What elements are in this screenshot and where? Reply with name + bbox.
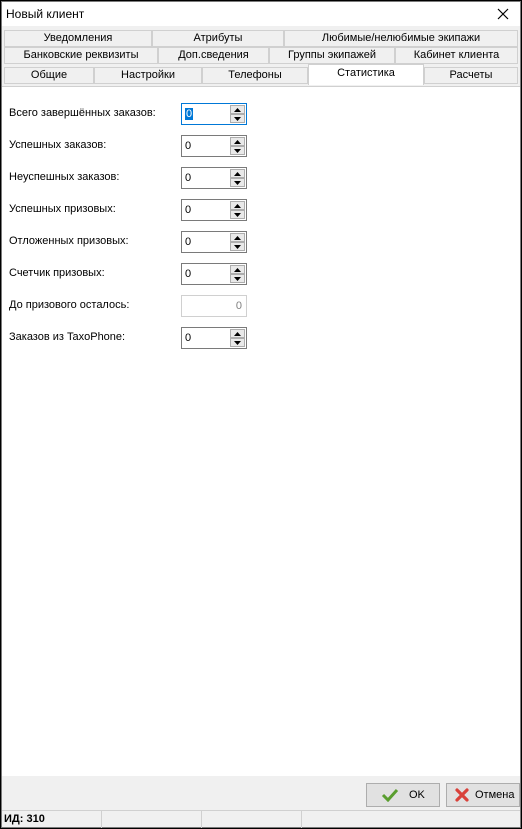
stepper-down-button[interactable] (230, 178, 245, 187)
triangle-up-icon (234, 236, 241, 240)
stepper-up-button[interactable] (230, 169, 245, 178)
stepper-value: 0 (185, 332, 192, 344)
taxophone-orders-stepper[interactable] (181, 327, 247, 349)
successful-orders-stepper[interactable] (181, 135, 247, 157)
stepper-down-button[interactable] (230, 114, 245, 123)
triangle-up-icon (234, 172, 241, 176)
field-row-unsuccessful-orders (9, 167, 259, 189)
tab-bank-details[interactable]: Банковские реквизиты (4, 47, 158, 64)
triangle-down-icon (234, 245, 241, 249)
tab-attributes[interactable]: Атрибуты (152, 30, 284, 47)
statistics-panel (2, 86, 520, 776)
status-cell-id (2, 811, 102, 828)
until-prize-readonly-field (181, 295, 247, 317)
field-row-successful-orders (9, 135, 259, 157)
triangle-down-icon (234, 277, 241, 281)
field-label: Неуспешных заказов: (9, 171, 120, 183)
field-row-deferred-prize (9, 231, 259, 253)
stepper-value: 0 (185, 204, 192, 216)
field-row-successful-prize (9, 199, 259, 221)
tab-calculations[interactable]: Расчеты (424, 67, 518, 84)
field-label: Отложенных призовых: (9, 235, 129, 247)
stepper-down-button[interactable] (230, 242, 245, 251)
stepper-value: 0 (185, 268, 192, 280)
field-label: Счетчик призовых: (9, 267, 105, 279)
successful-prize-stepper[interactable] (181, 199, 247, 221)
field-label: Успешных заказов: (9, 139, 107, 151)
cross-icon (455, 788, 469, 802)
stepper-value: 0 (185, 172, 192, 184)
tab-settings[interactable]: Настройки (94, 67, 202, 84)
triangle-down-icon (234, 149, 241, 153)
title-bar (2, 2, 520, 26)
total-orders-stepper[interactable] (181, 103, 247, 125)
ok-button-label: OK (409, 789, 425, 801)
stepper-down-button[interactable] (230, 274, 245, 283)
triangle-down-icon (234, 341, 241, 345)
tab-phones[interactable]: Телефоны (202, 67, 308, 84)
window-title: Новый клиент (6, 7, 85, 21)
cancel-button[interactable] (446, 783, 520, 807)
dialog-footer (2, 776, 520, 810)
triangle-down-icon (234, 213, 241, 217)
field-row-taxophone-orders (9, 327, 259, 349)
tab-client-cabinet[interactable]: Кабинет клиента (395, 47, 518, 64)
tab-strip (2, 30, 520, 86)
triangle-down-icon (234, 117, 241, 121)
stepper-value: 0 (186, 108, 193, 120)
stepper-value: 0 (185, 140, 192, 152)
unsuccessful-orders-stepper[interactable] (181, 167, 247, 189)
stepper-down-button[interactable] (230, 210, 245, 219)
stepper-up-button[interactable] (230, 233, 245, 242)
close-button[interactable] (486, 2, 520, 26)
stepper-up-button[interactable] (230, 201, 245, 210)
status-bar (2, 810, 520, 827)
stepper-down-button[interactable] (230, 146, 245, 155)
ok-button[interactable] (366, 783, 440, 807)
field-label: До призового осталось: (9, 299, 130, 311)
tab-notifications[interactable]: Уведомления (4, 30, 152, 47)
cancel-button-label: Отмена (475, 789, 515, 801)
triangle-up-icon (234, 140, 241, 144)
triangle-up-icon (234, 204, 241, 208)
triangle-up-icon (234, 108, 241, 112)
readonly-value: 0 (235, 300, 242, 312)
status-cell (102, 811, 202, 828)
dialog-window (1, 1, 521, 828)
status-cell (202, 811, 302, 828)
stepper-up-button[interactable] (230, 137, 245, 146)
triangle-down-icon (234, 181, 241, 185)
triangle-up-icon (234, 332, 241, 336)
checkmark-icon (381, 788, 399, 802)
stepper-up-button[interactable] (230, 329, 245, 338)
stepper-value: 0 (185, 236, 192, 248)
field-row-total-orders (9, 103, 259, 125)
tab-crew-groups[interactable]: Группы экипажей (269, 47, 395, 64)
triangle-up-icon (234, 268, 241, 272)
stepper-down-button[interactable] (230, 338, 245, 347)
stepper-up-button[interactable] (230, 265, 245, 274)
field-label: Успешных призовых: (9, 203, 116, 215)
tab-statistics[interactable]: Статистика (308, 64, 424, 85)
field-label: Заказов из TaxoPhone: (9, 331, 126, 343)
close-icon (497, 8, 509, 20)
deferred-prize-stepper[interactable] (181, 231, 247, 253)
stepper-up-button[interactable] (230, 105, 245, 114)
tab-favorite-crews[interactable]: Любимые/нелюбимые экипажи (284, 30, 518, 47)
tab-additional-info[interactable]: Доп.сведения (158, 47, 269, 64)
field-row-prize-counter (9, 263, 259, 285)
field-label: Всего завершённых заказов: (9, 107, 156, 119)
prize-counter-stepper[interactable] (181, 263, 247, 285)
tab-general[interactable]: Общие (4, 67, 94, 84)
client-id-text: ИД: 310 (4, 813, 45, 825)
field-row-until-prize (9, 295, 259, 317)
